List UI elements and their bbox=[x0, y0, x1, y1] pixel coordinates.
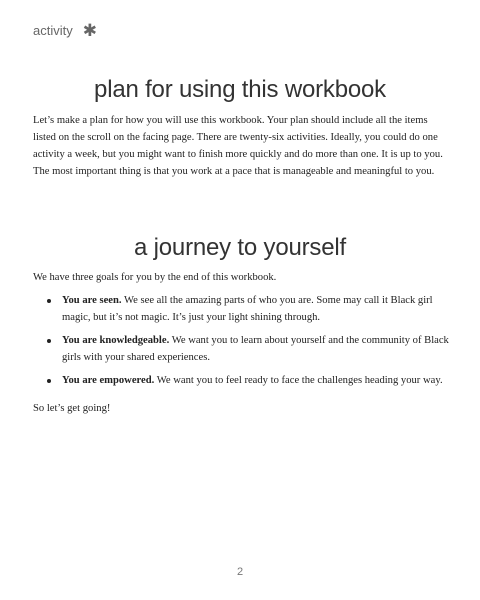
goals-list bbox=[33, 292, 453, 395]
list-item bbox=[33, 332, 453, 366]
section-title-journey: a journey to yourself bbox=[134, 234, 346, 261]
goal-lead: You are knowledgeable. bbox=[62, 335, 170, 346]
closing-line: So let’s get going! bbox=[33, 403, 111, 414]
page-header bbox=[33, 22, 97, 39]
bullet-icon bbox=[47, 379, 51, 383]
goals-intro: We have three goals for you by the end of this workbook. bbox=[33, 272, 277, 283]
bullet-icon bbox=[47, 339, 51, 343]
goal-text: We see all the amazing parts of who you are. Some may call it Black girl magic, but it’s not magic. It’s just your light shining through. bbox=[62, 295, 433, 323]
section-label: activity bbox=[33, 23, 73, 38]
list-item bbox=[33, 372, 453, 389]
asterisk-icon: ✱ bbox=[82, 21, 97, 40]
plan-paragraph: Let’s make a plan for how you will use this workbook. Your plan should include all the items listed on the scroll on the facing page. There are twenty-six activities. Ideally, you could do one activity a week, but you might want to finish more quickly and do more than one. It is up to you. The most important thing is that you work at a pace that is manageable and meaningful to you. bbox=[33, 115, 443, 177]
bullet-icon bbox=[47, 299, 51, 303]
page-number: 2 bbox=[236, 566, 244, 578]
goal-lead: You are empowered. bbox=[62, 375, 155, 386]
list-item bbox=[33, 292, 453, 326]
goal-text: We want you to learn about yourself and the community of Black girls with your shared experiences. bbox=[62, 335, 449, 363]
goal-text: We want you to feel ready to face the challenges heading your way. bbox=[154, 375, 443, 386]
section-title-plan: plan for using this workbook bbox=[94, 76, 386, 103]
goal-lead: You are seen. bbox=[62, 295, 122, 306]
